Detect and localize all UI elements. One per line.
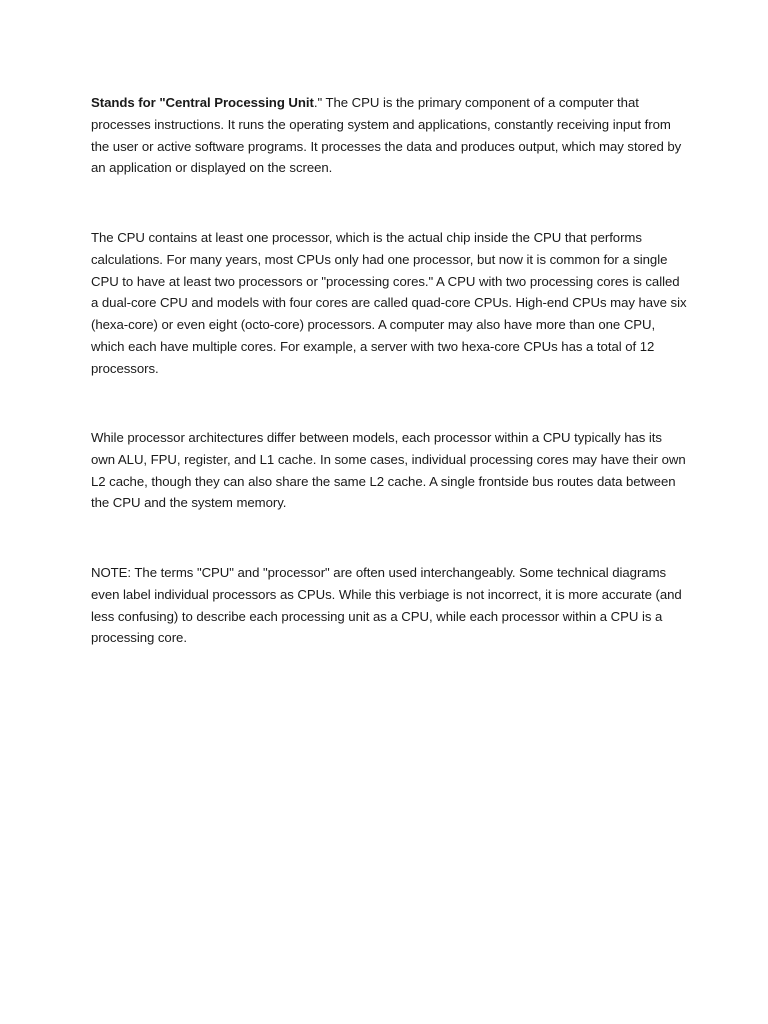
paragraph-note: NOTE: The terms "CPU" and "processor" are often used interchangeably. Some technical diagrams even label individual processors as CPUs. While this verbiage is not incorrect, it is more accurate (and less confusing) to describe each processing unit as a CPU, while each processor within a CPU is a processing core. [91,565,682,646]
definition-lead-bold: Stands for "Central Processing Unit [91,95,314,110]
definition-text: ." The CPU is the primary component of a computer that processes instructions. It runs the operating system and applications, constantly receiving input from the user or active software programs. It processes the data and produces output, which may stored by an application or displayed on the screen. [91,95,682,176]
paragraph-processors: The CPU contains at least one processor, which is the actual chip inside the CPU that performs calculations. For many years, most CPUs only had one processor, but now it is common for a single CPU to have at least two processors or "processing cores." A CPU with two processing cores is called a dual-core CPU and models with four cores are called quad-core CPUs. High-end CPUs may have six (hexa-core) or even eight (octo-core) processors. A computer may also have more than one CPU, which each have multiple cores. For example, a server with two hexa-core CPUs has a total of 12 processors. [91,230,687,376]
paragraph-architecture: While processor architectures differ between models, each processor within a CPU typically has its own ALU, FPU, register, and L1 cache. In some cases, individual processing cores may have their own L2 cache, though they can also share the same L2 cache. A single frontside bus routes data between the CPU and the system memory. [91,430,686,511]
paragraph-definition [91,92,687,179]
